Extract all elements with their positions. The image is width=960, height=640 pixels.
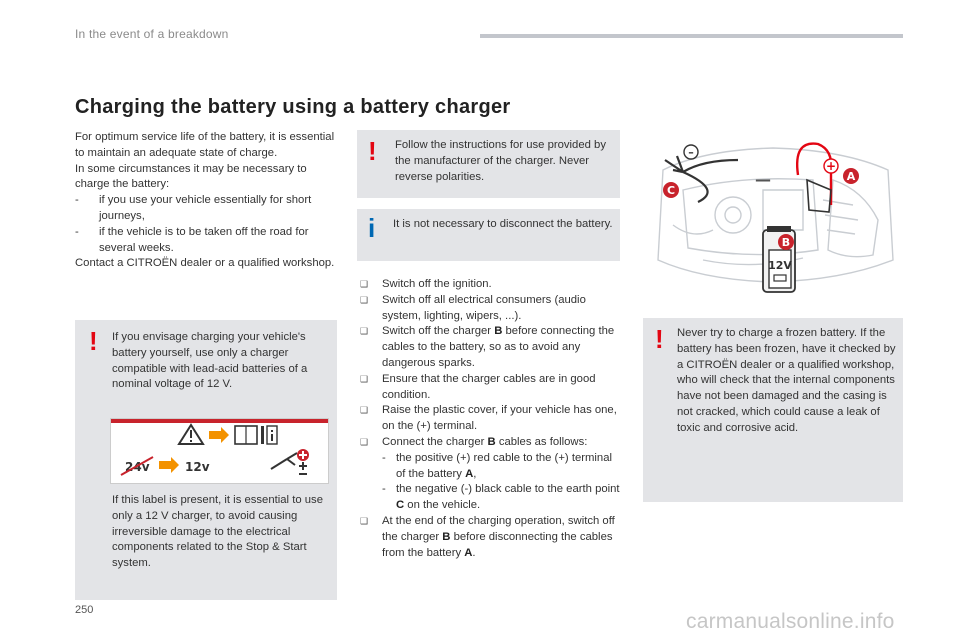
section-title: In the event of a breakdown <box>75 27 229 41</box>
arrow-right-icon <box>159 457 179 473</box>
watermark: carmanualsonline.info <box>686 610 895 633</box>
ref-battery-a: A <box>464 546 473 559</box>
info-text-disconnect: It is not necessary to disconnect the battery. <box>393 218 613 230</box>
warning-exclamation-icon: ! <box>655 324 664 354</box>
step-text: the positive (+) red cable to the (+) terminal of the battery <box>396 451 612 480</box>
step-text: cables as follows: <box>495 435 588 448</box>
stop-start-label-image <box>110 418 329 484</box>
battery-minus-sign: — <box>755 170 771 189</box>
intro-list <box>75 193 337 256</box>
step-item: ❑ Switch off all electrical consumers (audio system, lighting, wipers, ...). <box>360 293 622 325</box>
intro-paragraph-1: For optimum service life of the battery, it is essential to maintain an adequate state of charge. <box>75 131 335 159</box>
ref-battery-a: A <box>465 467 474 480</box>
step-item: ❑ Switch off the ignition. <box>360 277 622 293</box>
label-graphic <box>111 419 328 483</box>
warning-text-frozen-battery: Never try to charge a frozen battery. If the battery has been frozen, have it checked by a CITROËN dealer or a qualified workshop, who will check that the internal components have not been damaged and the casing is not cracked, which could cause a leak of toxic and corrosive acid. <box>677 327 896 434</box>
step-item: ❑ Raise the plastic cover, if your vehicle has one, on the (+) terminal. <box>360 403 622 435</box>
battery-outline <box>807 180 831 212</box>
step-text: before disconnecting the cables from the battery <box>382 530 613 559</box>
step-text: the negative (-) black cable to the earth point <box>396 483 620 496</box>
manual-book-icon <box>235 426 277 444</box>
volt-24-label: 24v <box>125 460 150 474</box>
page-number: 250 <box>75 604 94 616</box>
arrow-right-icon <box>209 427 229 443</box>
ref-charger-b: B <box>487 435 496 448</box>
sub-step-item <box>382 482 622 514</box>
step-text: Switch off the charger <box>382 325 495 338</box>
label-caption: If this label is present, it is essential to use only a 12 V charger, to avoid causing irreversible damage to the electrical components related to the Stop & Start system. <box>112 494 323 570</box>
intro-paragraph-2: In some circumstances it may be necessary to charge the battery: <box>75 162 307 191</box>
marker-b-label: B <box>781 236 791 249</box>
step-text: At the end of the charging operation, switch off the charger <box>382 514 615 543</box>
intro-list-item: - if you use your vehicle essentially for short journeys, <box>75 193 337 225</box>
warning-exclamation-icon: ! <box>89 326 98 356</box>
step-text: . <box>472 546 476 559</box>
step-text: on the vehicle. <box>404 499 481 512</box>
step-text: before connecting the cables to the battery, so as to avoid any dangerous sparks. <box>382 325 615 369</box>
warning-text-charger-compatibility: If you envisage charging your vehicle's battery yourself, use only a charger compatible with lead-acid batteries of a nominal voltage of 12 V. <box>112 331 308 391</box>
plus-sign: + <box>825 159 837 173</box>
crossed-out-24v-marker <box>121 457 153 475</box>
ref-charger-b: B <box>442 530 451 543</box>
procedure-steps <box>360 277 622 561</box>
marker-a-label: A <box>846 170 856 183</box>
intro-paragraph-3: Contact a CITROËN dealer or a qualified workshop. <box>75 257 335 270</box>
step-item <box>360 324 622 371</box>
step-sublist <box>382 451 622 514</box>
step-text: , <box>473 467 477 480</box>
warning-text-instructions: Follow the instructions for use provided by the manufacturer of the charger. Never reverse polarities. <box>395 139 606 183</box>
ref-earth-c: C <box>396 499 405 512</box>
step-item <box>360 514 622 561</box>
engine-bay-illustration <box>643 130 903 300</box>
warning-exclamation-icon: ! <box>368 136 377 166</box>
header-bar <box>480 34 903 38</box>
volt-12-label: 12v <box>185 460 210 474</box>
step-item: ❑ Ensure that the charger cables are in good condition. <box>360 372 622 404</box>
negative-clamp <box>665 156 683 172</box>
ref-charger-b: B <box>494 325 503 338</box>
page-title: Charging the battery using a battery charger <box>75 96 511 118</box>
intro-list-item: - if the vehicle is to be taken off the road for several weeks. <box>75 225 337 257</box>
minus-sign: – <box>688 146 694 159</box>
step-text: Connect the charger <box>382 435 488 448</box>
intro-text <box>75 130 337 272</box>
warning-triangle-icon <box>179 425 203 444</box>
info-icon: i <box>368 213 376 243</box>
engine-bay-drawing <box>643 130 903 300</box>
step-item <box>360 435 622 514</box>
sub-step-item <box>382 451 622 483</box>
charger-voltage-label: 12V <box>768 259 792 272</box>
charger-clamp-icon <box>271 449 309 475</box>
marker-c-label: C <box>666 184 676 197</box>
